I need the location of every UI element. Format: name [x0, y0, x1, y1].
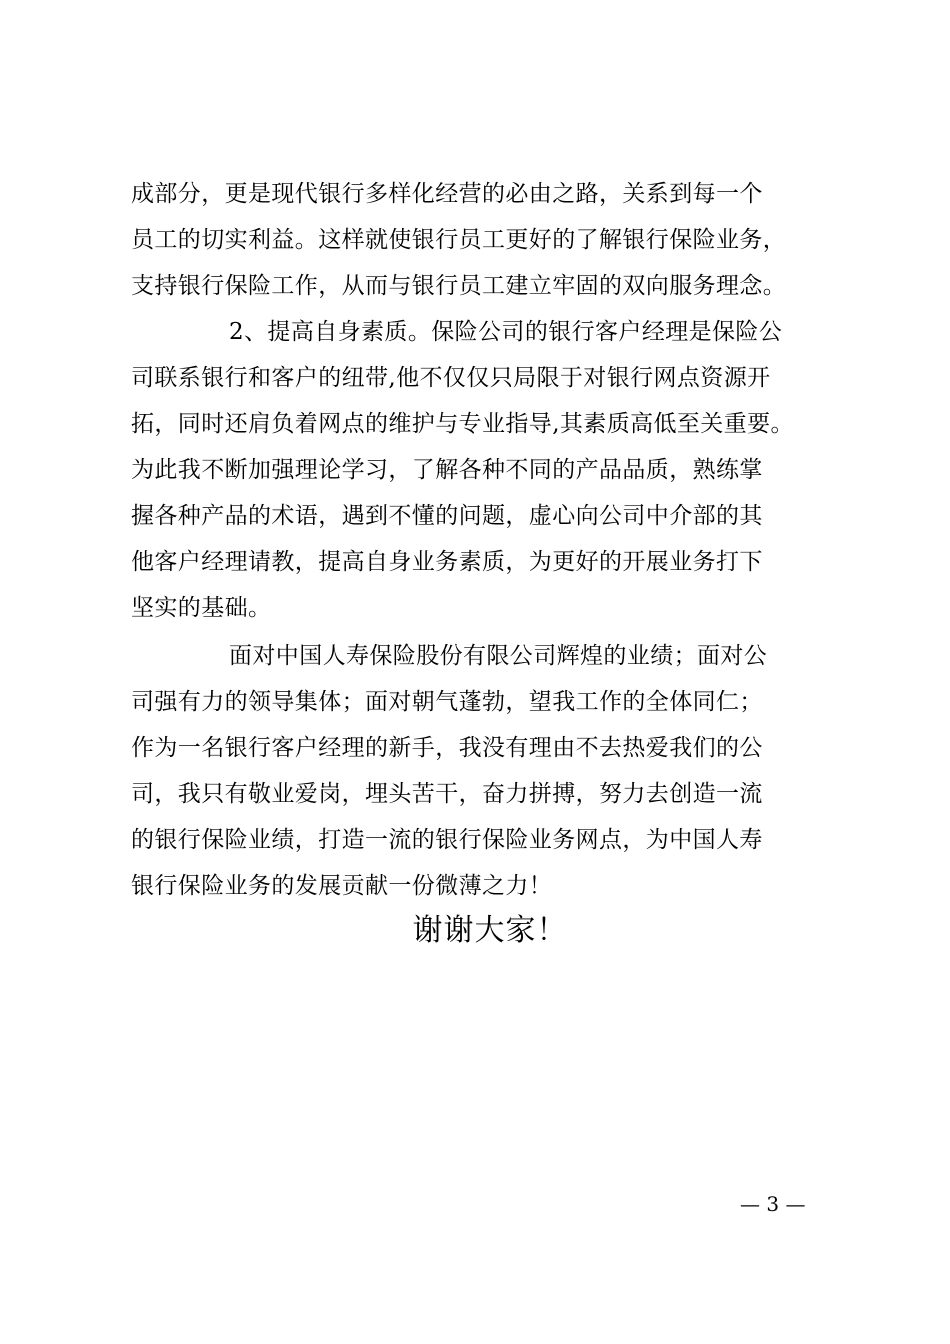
text-line: 为此我不断加强理论学习，了解各种不同的产品品质，熟练掌	[131, 457, 763, 483]
text-line: 坚实的基础。	[131, 595, 272, 621]
text-line: 成部分，更是现代银行多样化经营的必由之路，关系到每一个	[131, 181, 763, 207]
text-line: 握各种产品的术语，遇到不懂的问题，虚心向公司中介部的其	[131, 503, 763, 529]
closing-remark: 谢谢大家！	[412, 913, 568, 948]
text-line: 的银行保险业绩，打造一流的银行保险业务网点，为中国人寿	[131, 827, 763, 853]
text-line: 支持银行保险工作，从而与银行员工建立牢固的双向服务理念。	[131, 273, 787, 299]
text-line: 司强有力的领导集体；面对朝气蓬勃，望我工作的全体同仁；	[131, 689, 763, 715]
text-line: 他客户经理请教，提高自身业务素质，为更好的开展业务打下	[131, 549, 763, 575]
text-line: 司联系银行和客户的纽带,他不仅仅只局限于对银行网点资源开	[131, 365, 771, 391]
text-line: 面对中国人寿保险股份有限公司辉煌的业绩；面对公	[229, 643, 768, 669]
text-line: 拓，同时还肩负着网点的维护与专业指导,其素质高低至关重要。	[131, 411, 794, 437]
text-line: 员工的切实利益。这样就使银行员工更好的了解银行保险业务，	[131, 227, 787, 253]
text-line: 司，我只有敬业爱岗，埋头苦干，奋力拼搏，努力去创造一流	[131, 781, 763, 807]
page-number: — 3 —	[740, 1192, 806, 1216]
text-line: 作为一名银行客户经理的新手，我没有理由不去热爱我们的公	[131, 735, 763, 761]
text-line: 银行保险业务的发展贡献一份微薄之力！	[131, 873, 553, 899]
text-line: 2、提高自身素质。保险公司的银行客户经理是保险公	[229, 319, 783, 345]
